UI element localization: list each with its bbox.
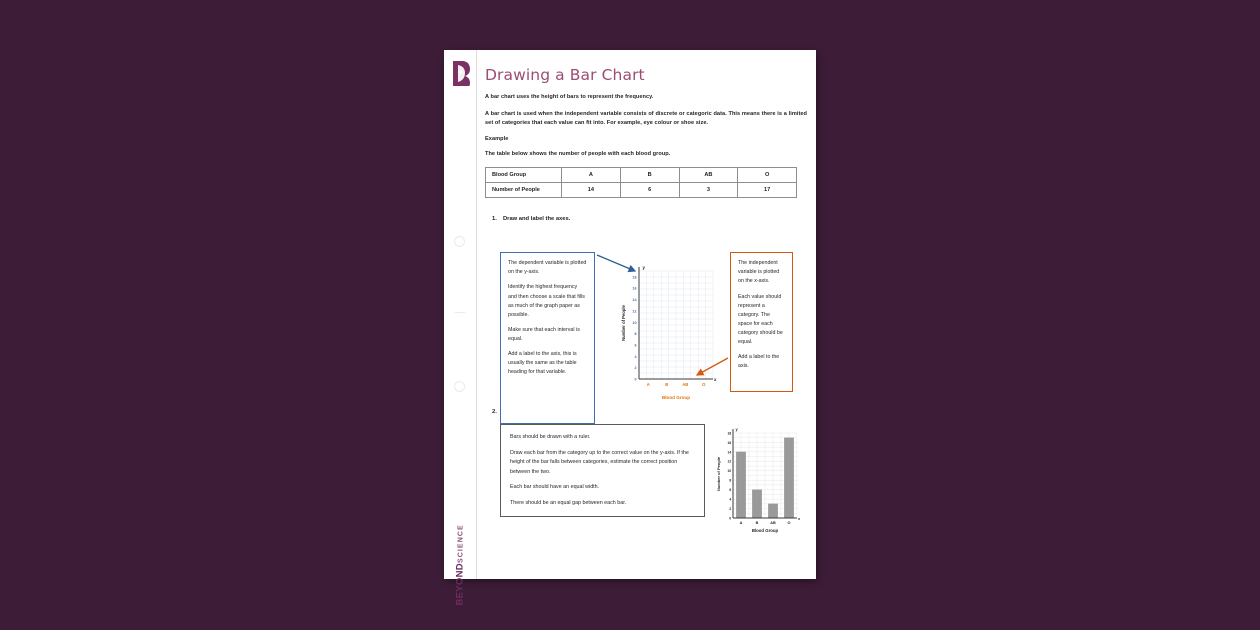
blood-group-table [485,167,797,198]
svg-text:10: 10 [632,320,637,325]
chart2-y-axis-name: y [735,426,738,432]
svg-text:6: 6 [729,488,732,493]
svg-text:12: 12 [632,309,637,314]
svg-text:2: 2 [634,366,637,371]
step-1-figure-row [485,231,807,409]
callout-blue-para-1: The dependent variable is plotted on the y-axis. [508,260,587,276]
svg-text:AB: AB [682,382,689,388]
page-title: Drawing a Bar Chart [485,66,645,84]
callout-orange-para-3: Add a label to the axis. [738,354,780,370]
step-1-text: Draw and label the axes. [503,216,571,223]
chart1-gridlines [639,271,713,379]
table-row-header: Number of People [486,183,562,198]
completed-bar-chart [711,424,804,539]
document-content [485,62,807,534]
chart1-x-axis-name: x [714,377,717,383]
chart2-y-axis-label: Number of People [716,457,721,492]
step-2-number: 2. [492,409,497,416]
svg-text:0: 0 [729,516,732,521]
table-cell-value-b: 6 [620,183,679,198]
svg-text:14: 14 [632,298,637,303]
svg-text:O: O [702,382,706,388]
chart1-y-axis-label: Number of People [621,305,626,342]
intro-paragraph-2: A bar chart is used when the independent variable consists of discrete or categoric data. This means there is a limited set of categories that each value can fit into. For example, eye colour or shoe size. [485,110,807,126]
chart2-y-tick-labels [728,432,732,521]
example-heading: Example [485,136,509,143]
chart1-x-tick-labels [647,382,706,387]
step-2-figure-row [485,424,807,534]
callout-gray-para-4: There should be an equal gap between each bar. [510,499,627,506]
brand-vertical-label [455,526,466,606]
brand-subtitle: SCIENCE [457,524,465,564]
chart1-y-tick-labels [632,276,637,382]
table-intro-paragraph: The table below shows the number of people with each blood group. [485,151,671,158]
chart1-y-axis-name: y [642,265,645,271]
chart2-x-tick-labels [740,521,791,525]
svg-text:16: 16 [632,286,637,291]
svg-text:16: 16 [727,441,732,446]
table-cell-value-a: 14 [562,183,621,198]
step-1-number: 1. [492,216,497,223]
svg-text:AB: AB [770,521,776,526]
svg-text:4: 4 [634,355,637,360]
page-margin-strip [444,50,477,606]
svg-text:12: 12 [727,459,732,464]
binder-ring-icon [454,236,465,247]
svg-text:O: O [787,521,791,526]
callout-independent-variable [730,252,793,392]
svg-text:A: A [739,521,743,526]
table-cell-category-o: O [738,168,797,183]
svg-text:10: 10 [727,469,732,474]
binder-ring-icon [454,381,465,392]
svg-text:2: 2 [729,507,732,512]
svg-text:B: B [665,382,669,388]
table-cell-category-ab: AB [679,168,738,183]
intro-paragraph-1: A bar chart uses the height of bars to represent the frequency. [485,94,654,100]
svg-text:8: 8 [729,478,732,483]
callout-blue-para-3: Make sure that each interval is equal. [508,326,580,342]
svg-text:A: A [646,382,650,388]
svg-text:18: 18 [727,431,732,436]
table-cell-value-o: 17 [738,183,797,198]
table-cell-value-ab: 3 [679,183,738,198]
callout-orange-para-1: The independent variable is plotted on the x-axis. [738,260,780,285]
callout-gray-para-2: Draw each bar from the category up to the correct value on the y-axis. If the height of the bar falls between categories, estimate the correct position between the two. [510,449,689,475]
callout-orange-para-2: Each value should represent a category. The space for each category should be equal. [738,293,783,346]
brand-name: BEYOND [454,563,466,606]
table-cell-category-b: B [620,168,679,183]
callout-gray-para-3: Each bar should have an equal width. [510,484,600,491]
callout-blue-para-4: Add a label to the axis, this is usually the same as the table heading for that variable. [508,351,577,376]
table-row [486,183,797,198]
callout-blue-para-2: Identify the highest frequency and then choose a scale that fills as much of the graph paper as possible. [508,284,585,318]
table-cell-category-a: A [562,168,621,183]
svg-text:8: 8 [634,332,637,337]
chart2-x-axis-label: Blood Group [751,528,779,534]
worksheet-page [444,50,816,606]
step-1-heading [492,216,807,222]
table-row [486,168,797,183]
chart2-x-axis-name: x [798,516,801,522]
binder-slot-icon [455,312,465,313]
svg-text:0: 0 [634,377,637,382]
svg-text:18: 18 [632,275,637,280]
beyond-logo-icon [450,60,471,86]
callout-drawing-bars [500,424,705,517]
svg-text:B: B [755,521,759,526]
callout-gray-para-1: Bars should be drawn with a ruler. [510,434,591,441]
table-row-header: Blood Group [486,168,562,183]
callout-dependent-variable [500,252,595,424]
empty-axes-chart [613,259,721,407]
svg-text:4: 4 [729,497,732,502]
svg-text:6: 6 [634,343,637,348]
svg-text:14: 14 [727,450,732,455]
chart1-x-axis-label: Blood Group [661,395,691,401]
